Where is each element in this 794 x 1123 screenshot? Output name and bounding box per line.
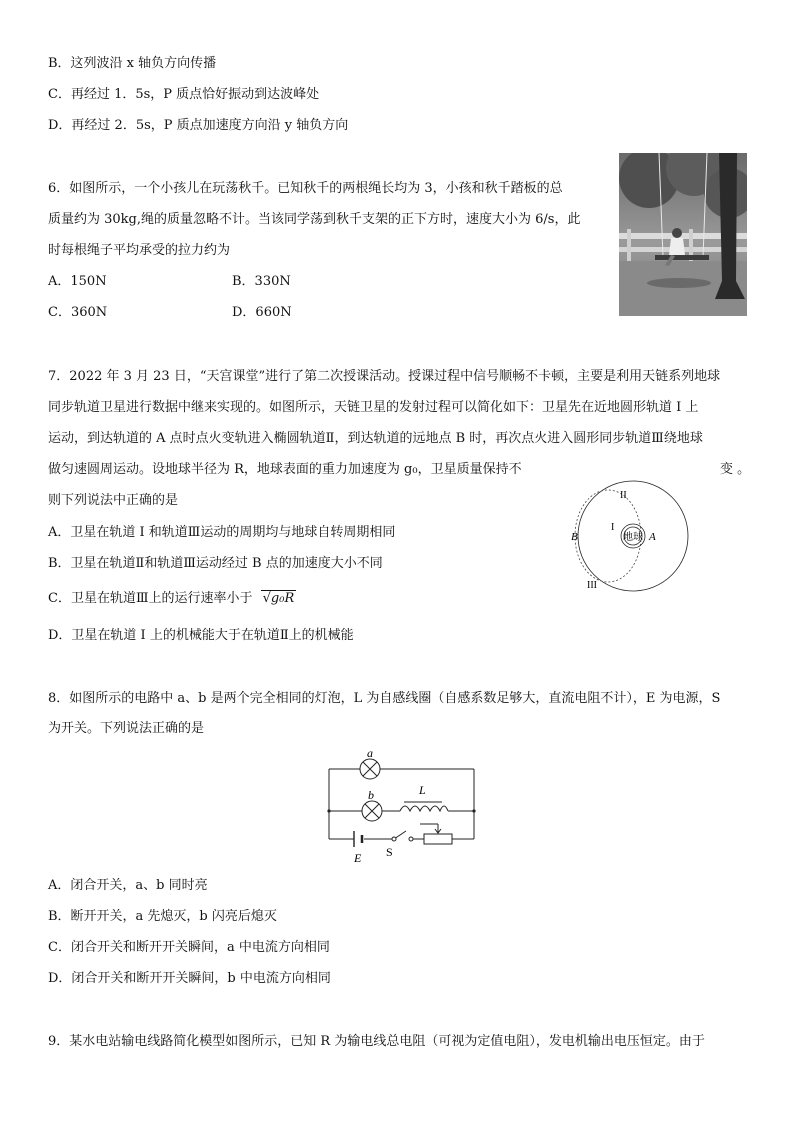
q7-stem-line2: 同步轨道卫星进行数据中继来实现的。如图所示，天链卫星的发射过程可以简化如下：卫星先在近地圆形轨道 I 上 <box>48 400 699 415</box>
q7-option-c-formula: √g₀R <box>262 591 295 606</box>
label-point-a: A <box>649 531 656 543</box>
q7-stem-line3: 运动，到达轨道的 A 点时点火变轨进入椭圆轨道Ⅱ，到达轨道的远地点 B 时，再次点火进入圆形同步轨道Ⅲ绕地球 <box>48 431 703 446</box>
q7-option-c-text: C．卫星在轨道Ⅲ上的运行速率小于 <box>48 591 253 606</box>
orbit-diagram <box>565 478 695 598</box>
label-orbit-iii: III <box>587 580 597 591</box>
circuit-diagram <box>322 744 482 866</box>
label-orbit-i: I <box>611 522 615 533</box>
q6-option-b: B．330N <box>232 274 291 289</box>
label-point-b: B <box>571 531 578 543</box>
q5-option-b: B．这列波沿 x 轴负方向传播 <box>48 56 217 71</box>
label-switch-s: S <box>386 845 393 859</box>
label-lamp-b: b <box>368 788 374 802</box>
label-lamp-a: a <box>367 746 373 760</box>
q8-stem-line2: 为开关。下列说法正确的是 <box>48 721 205 736</box>
label-source-e: E <box>354 851 362 865</box>
q6-stem-line3: 时每根绳子平均承受的拉力约为 <box>48 243 231 258</box>
label-orbit-ii: II <box>620 490 627 501</box>
q7-stem-line1: 7．2022 年 3 月 23 日，“天宫课堂”进行了第二次授课活动。授课过程中信号顺畅不卡顿，主要是利用天链系列地球 <box>48 369 721 384</box>
q6-option-a: A．150N <box>48 274 107 289</box>
q7-option-d: D．卫星在轨道 I 上的机械能大于在轨道Ⅱ上的机械能 <box>48 628 354 643</box>
q6-stem-line1: 6．如图所示，一个小孩儿在玩荡秋千。已知秋千的两根绳长均为 3，小孩和秋千踏板的总 <box>48 181 563 196</box>
q5-option-d: D．再经过 2．5s，P 质点加速度方向沿 y 轴负方向 <box>48 118 349 133</box>
q8-option-b: B．断开开关，a 先熄灭，b 闪亮后熄灭 <box>48 909 277 924</box>
q8-stem-line1: 8．如图所示的电路中 a、b 是两个完全相同的灯泡，L 为自感线圈（自感系数足够大，直流电阻不计），E 为电源，S <box>48 691 721 706</box>
q6-stem-line2: 质量约为 30kg,绳的质量忽略不计。当该同学荡到秋千支架的正下方时，速度大小为 6/s，此 <box>48 212 581 227</box>
q7-option-b: B．卫星在轨道Ⅱ和轨道Ⅲ运动经过 B 点的加速度大小不同 <box>48 556 383 571</box>
q9-stem-line1: 9．某水电站输电线路简化模型如图所示，已知 R 为输电线总电阻（可视为定值电阻），发电机输出电压恒定。由于 <box>48 1034 705 1049</box>
q7-stem-line4: 做匀速圆周运动。设地球半径为 R，地球表面的重力加速度为 g₀，卫星质量保持不 <box>48 462 522 477</box>
label-inductor-l: L <box>419 783 426 797</box>
swing-photo <box>619 153 747 316</box>
q5-option-c: C．再经过 1．5s，P 质点恰好振动到达波峰处 <box>48 87 320 102</box>
q7-stem-line4-end: 变 。 <box>720 462 751 477</box>
q7-option-c <box>48 589 296 609</box>
q6-option-c: C．360N <box>48 305 108 320</box>
label-earth: 地球 <box>623 532 643 543</box>
q7-stem-line5: 则下列说法中正确的是 <box>48 493 179 508</box>
q8-option-a: A．闭合开关，a、b 同时亮 <box>48 878 208 893</box>
q8-option-c: C．闭合开关和断开开关瞬间，a 中电流方向相同 <box>48 940 330 955</box>
q7-option-a: A．卫星在轨道 I 和轨道Ⅲ运动的周期均与地球自转周期相同 <box>48 525 396 540</box>
q6-option-d: D．660N <box>232 305 292 320</box>
q8-option-d: D．闭合开关和断开开关瞬间，b 中电流方向相同 <box>48 971 331 986</box>
